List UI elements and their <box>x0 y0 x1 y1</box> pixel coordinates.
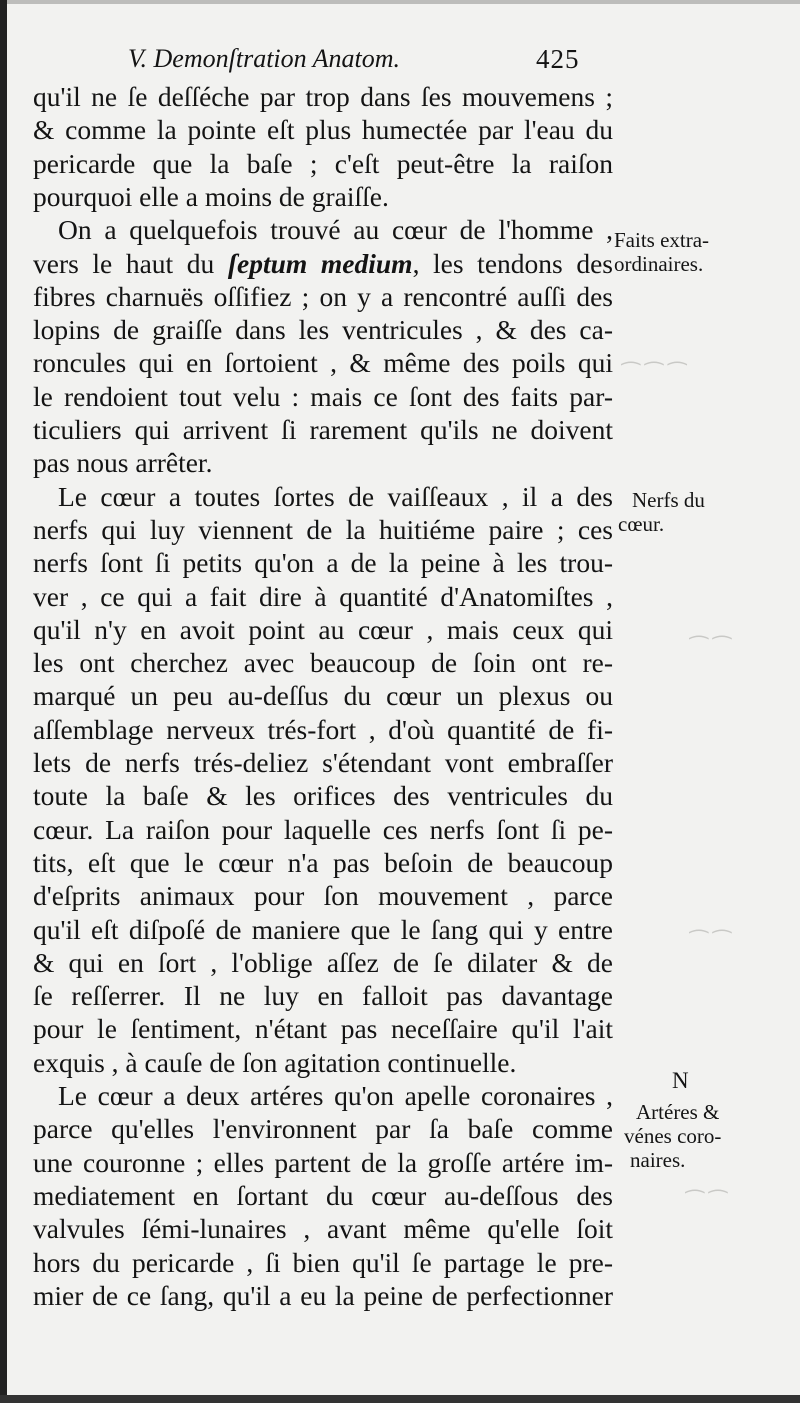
margin-note-nerfs <box>618 488 705 536</box>
text-line: lopins de graiſſe dans les ventricules , & des ca- <box>33 314 613 346</box>
text-line: pourquoi elle a moins de graiſſe. <box>33 180 389 212</box>
text-line: lets de nerfs trés-deliez s'étendant vont embraſſer <box>33 747 613 778</box>
text-line: & qui en ſort , l'oblige aſſez de ſe dilater & de <box>33 946 613 978</box>
signature-mark: N <box>672 1068 689 1093</box>
text-line: valvules ſémi-lunaires , avant même qu'elle ſoit <box>33 1213 613 1245</box>
text-line: mediatement en ſortant du cœur au-deſſous des <box>33 1179 613 1211</box>
text-line: parce qu'elles l'environnent par ſa baſe comme <box>33 1113 613 1145</box>
text-line: qu'il ne ſe deſſéche par trop dans ſes mouvemens ; <box>33 81 613 112</box>
text-line: tits, eſt que le cœur n'a pas beſoin de beaucoup <box>33 846 613 878</box>
text-line: On a quelquefois trouvé au cœur de l'homme , <box>58 214 613 246</box>
text-line: Le cœur a toutes ſortes de vaiſſeaux , il a des <box>58 480 613 512</box>
bleed-through-mark: ⁀ ⁀ <box>690 930 731 955</box>
scan-edge <box>0 0 7 1403</box>
text-line: nerfs qui luy viennent de la huitiéme paire ; ces <box>33 513 613 545</box>
italic-term: ſeptum medium <box>227 247 413 279</box>
text-line: vers le haut du ſeptum medium, les tendons des <box>33 247 613 279</box>
margin-note-line: Faits extra- <box>614 228 710 252</box>
text-line: pericarde que la baſe ; c'eſt peut-être la raiſon <box>33 147 613 179</box>
text-line: nerfs ſont ſi petits qu'on a de la peine à les trou- <box>33 547 613 579</box>
page-number: 425 <box>536 44 580 74</box>
scan-edge <box>0 0 800 4</box>
margin-note-line: ordinaires. <box>614 252 704 276</box>
text-line: qu'il eſt diſpoſé de maniere que le ſang qui y entre <box>33 913 613 945</box>
text-line: toute la baſe & les orifices des ventricules du <box>33 780 613 812</box>
bleed-through-mark: ⁀ ⁀ <box>690 636 731 661</box>
text-line: d'eſprits animaux pour ſon mouvement , parce <box>33 880 613 912</box>
text-line: Le cœur a deux artéres qu'on apelle coronaires , <box>58 1080 613 1111</box>
text-line: ticuliers qui arrivent ſi rarement qu'ils ne doivent <box>33 414 613 445</box>
scan-edge <box>0 1395 800 1403</box>
text-line: pas nous arrêter. <box>33 447 213 479</box>
margin-note-line: Artéres & <box>636 1100 720 1124</box>
bleed-through-mark: ⁀ ⁀ ⁀ <box>622 362 687 387</box>
text-line: roncules qui en ſortoient , & même des poils qui <box>33 347 613 379</box>
text-line: aſſemblage nerveux trés-fort , d'où quantité de fi- <box>33 713 613 745</box>
margin-note-line: naires. <box>630 1148 686 1172</box>
running-title: V. Demonſtration Anatom. <box>128 44 401 73</box>
text-line: mier de ce ſang, qu'il a eu la peine de perfectionner <box>33 1279 613 1311</box>
text-line: fibres charnuës oſſifiez ; on y a rencontré auſſi des <box>33 280 613 312</box>
text-line: hors du pericarde , ſi bien qu'il ſe partage le pre- <box>33 1246 613 1278</box>
text-line: ſe reſſerrer. Il ne luy en falloit pas davantage <box>33 980 613 1012</box>
running-header <box>128 44 628 84</box>
margin-note-line: vénes coro- <box>624 1124 722 1148</box>
margin-note-line: cœur. <box>618 512 665 536</box>
text-line: & comme la pointe eſt plus humectée par l'eau du <box>33 114 613 146</box>
margin-note-faits <box>614 228 709 276</box>
text-line: pour le ſentiment, n'étant pas neceſſaire qu'il l'ait <box>33 1013 613 1045</box>
text-line: le rendoient tout velu : mais ce ſont des faits par- <box>33 380 613 412</box>
text-line: ver , ce qui a fait dire à quantité d'Anatomiſtes , <box>33 580 613 612</box>
text-line: marqué un peu au-deſſus du cœur un plexus ou <box>33 680 613 712</box>
margin-note-arteres <box>624 1100 722 1172</box>
text-line: qu'il n'y en avoit point au cœur , mais ceux qui <box>33 613 613 645</box>
bleed-through-mark: ⁀ ⁀ <box>686 1190 727 1215</box>
text-line: une couronne ; elles partent de la groſſe artére im- <box>33 1146 613 1178</box>
text-line: exquis , à cauſe de ſon agitation continuelle. <box>33 1046 517 1078</box>
text-line: cœur. La raiſon pour laquelle ces nerfs ſont ſi pe- <box>33 813 613 845</box>
margin-note-line: Nerfs du <box>632 488 705 512</box>
text-line: les ont cherchez avec beaucoup de ſoin ont re- <box>33 647 613 679</box>
